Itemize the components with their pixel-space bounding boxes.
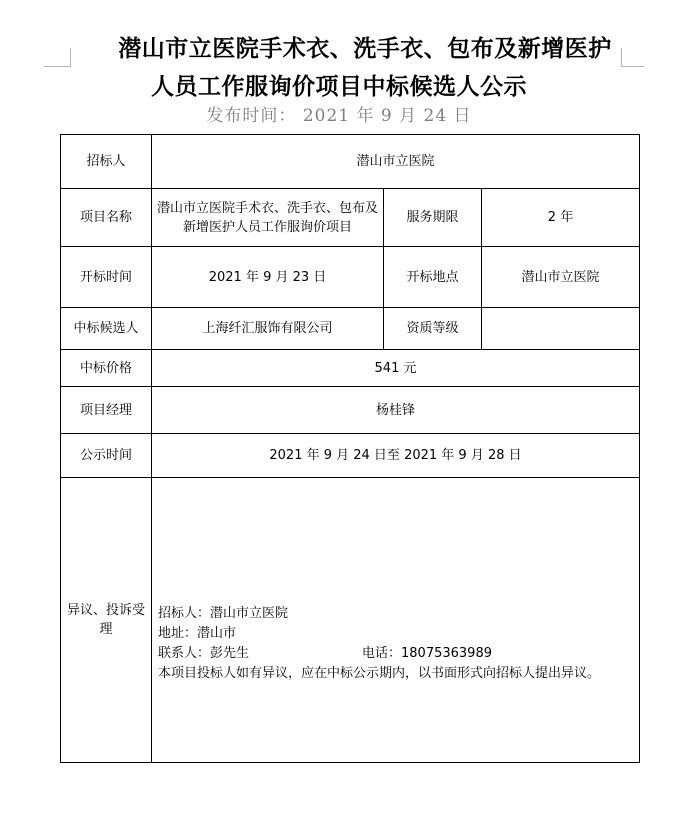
project-name-value: 潜山市立医院手术衣、洗手衣、包布及新增医护人员工作服询价项目 [152, 189, 384, 247]
notice-time-label: 公示时间 [61, 434, 152, 478]
candidate-label: 中标候选人 [61, 308, 152, 350]
manager-value: 杨桂锋 [152, 387, 640, 434]
notice-time-value: 2021 年 9 月 24 日至 2021 年 9 月 28 日 [152, 434, 640, 478]
table-row [61, 308, 640, 350]
table-row [61, 189, 640, 247]
objection-content [152, 478, 640, 763]
table-row [61, 387, 640, 434]
candidate-value: 上海纤汇服饰有限公司 [152, 308, 384, 350]
corner-mark-left [44, 48, 71, 67]
qualification-label: 资质等级 [384, 308, 482, 350]
publish-date-value: 2021 年 9 月 24 日 [302, 106, 472, 126]
objection-contact: 联系人：彭先生 [158, 646, 250, 661]
open-time-label: 开标时间 [61, 247, 152, 308]
title-line-2: 人员工作服询价项目中标候选人公示 [151, 73, 527, 100]
objection-tenderer: 招标人：潜山市立医院 [158, 606, 289, 621]
price-label: 中标价格 [61, 350, 152, 387]
open-place-value: 潜山市立医院 [482, 247, 640, 308]
service-period-value: 2 年 [482, 189, 640, 247]
open-time-value: 2021 年 9 月 23 日 [152, 247, 384, 308]
project-name-label: 项目名称 [61, 189, 152, 247]
table-row [61, 478, 640, 763]
title-line-1: 潜山市立医院手术衣、洗手衣、包布及新增医护 [118, 35, 612, 62]
manager-label: 项目经理 [61, 387, 152, 434]
table-row [61, 350, 640, 387]
bid-info-table [60, 134, 640, 763]
objection-contact-line [158, 644, 635, 664]
objection-phone: 电话：18075363989 [362, 646, 492, 661]
objection-address: 地址：潜山市 [158, 626, 237, 641]
tenderer-label: 招标人 [61, 135, 152, 189]
publish-date-label: 发布时间： [206, 106, 297, 126]
tenderer-value: 潜山市立医院 [152, 135, 640, 189]
open-place-label: 开标地点 [384, 247, 482, 308]
table-row [61, 434, 640, 478]
publish-date [0, 104, 678, 128]
table-row [61, 247, 640, 308]
price-value: 541 元 [152, 350, 640, 387]
qualification-value [482, 308, 640, 350]
objection-label: 异议、投诉受理 [61, 478, 152, 763]
service-period-label: 服务期限 [384, 189, 482, 247]
objection-note: 本项目投标人如有异议，应在中标公示期内，以书面形式向招标人提出异议。 [158, 666, 601, 681]
table-row [61, 135, 640, 189]
